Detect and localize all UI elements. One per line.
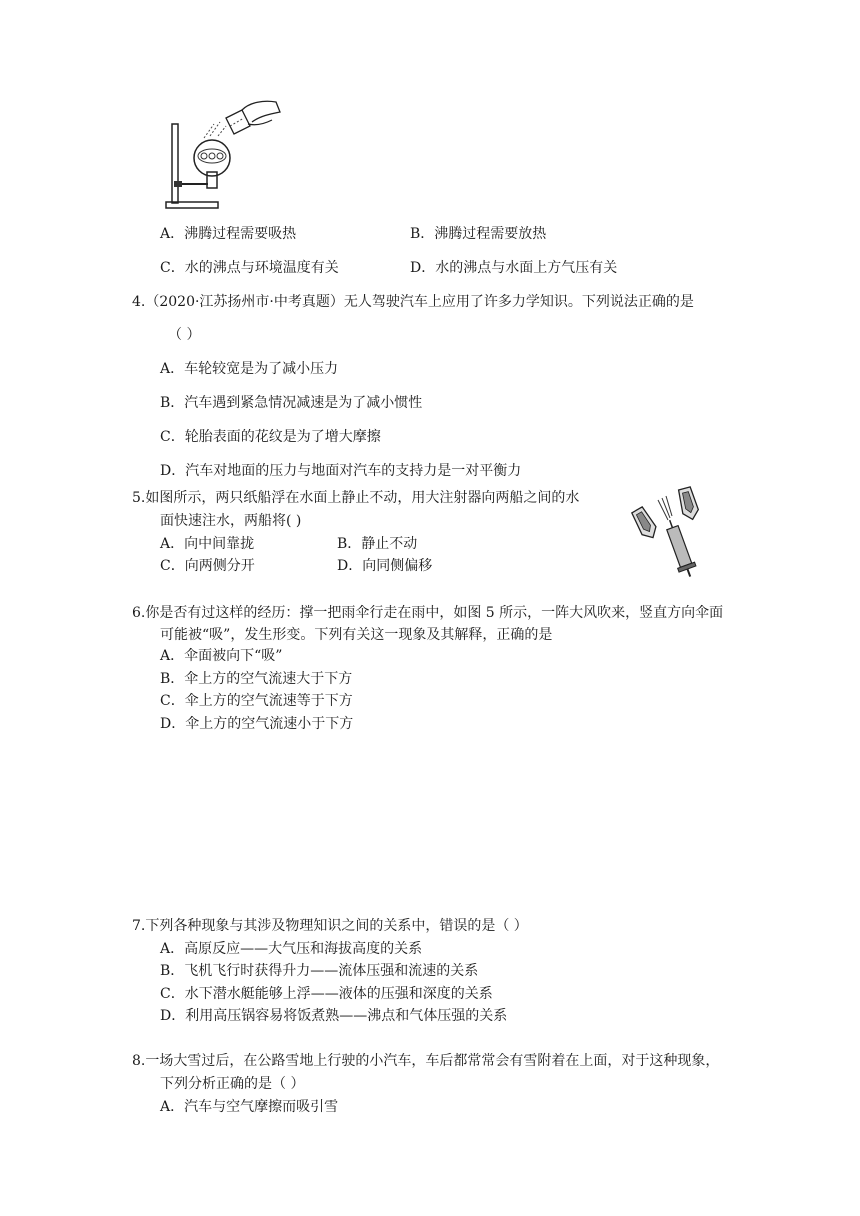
q5-option-b: B．静止不动 (337, 536, 418, 552)
q8-option-a: A．汽车与空气摩擦而吸引雪 (160, 1099, 339, 1115)
q6-option-a: A．伞面被向下“吸” (160, 648, 283, 664)
q4-option-a: A．车轮较宽是为了减小压力 (160, 361, 339, 377)
q7-option-b: B．飞机飞行时获得升力——流体压强和流速的关系 (160, 963, 479, 979)
q5-stem-line2: 面快速注水，两船将( ) (160, 513, 302, 529)
q5-stem-line1: 5.如图所示，两只纸船浮在水面上静止不动，用大注射器向两船之间的水 (132, 490, 580, 506)
q7-option-d: D．利用高压锅容易将饭煮熟——沸点和气体压强的关系 (160, 1008, 508, 1024)
q7-option-c: C．水下潜水艇能够上浮——液体的压强和深度的关系 (160, 986, 493, 1002)
q3-option-b: B．沸腾过程需要放热 (410, 226, 547, 242)
q4-stem: 4.（2020·江苏扬州市·中考真题）无人驾驶汽车上应用了许多力学知识。下列说法正确的是 (132, 294, 694, 310)
q5-option-d: D．向同侧偏移 (337, 558, 433, 574)
q6-option-c: C．伞上方的空气流速等于下方 (160, 693, 353, 709)
q3-option-d: D．水的沸点与水面上方气压有关 (410, 260, 618, 276)
q8-stem-line1: 8.一场大雪过后，在公路雪地上行驶的小汽车，车后都常常会有雪附着在上面，对于这种现象， (132, 1053, 720, 1069)
q3-option-a: A．沸腾过程需要吸热 (160, 226, 297, 242)
q6-stem-line2: 可能被“吸”，发生形变。下列有关这一现象及其解释，正确的是 (160, 627, 553, 643)
boiling-flask-figure (160, 96, 285, 214)
q7-stem: 7.下列各种现象与其涉及物理知识之间的关系中，错误的是（ ） (132, 918, 528, 934)
q5-option-a: A．向中间靠拢 (160, 536, 255, 552)
q6-stem-line1: 6.你是否有过这样的经历：撑一把雨伞行走在雨中，如图 5 所示，一阵大风吹来，竖直方向伞面 (132, 605, 724, 621)
q6-option-b: B．伞上方的空气流速大于下方 (160, 671, 353, 687)
q7-option-a: A．高原反应——大气压和海拔高度的关系 (160, 941, 423, 957)
q4-option-b: B．汽车遇到紧急情况减速是为了减小惯性 (160, 395, 423, 411)
q4-answer-paren: （ ） (168, 327, 201, 343)
q4-option-c: C．轮胎表面的花纹是为了增大摩擦 (160, 429, 381, 445)
q6-option-d: D．伞上方的空气流速小于下方 (160, 716, 354, 732)
q4-option-d: D．汽车对地面的压力与地面对汽车的支持力是一对平衡力 (160, 463, 522, 479)
q3-option-c: C．水的沸点与环境温度有关 (160, 260, 339, 276)
q8-stem-line2: 下列分析正确的是（ ） (160, 1076, 305, 1092)
q5-option-c: C．向两侧分开 (160, 558, 255, 574)
paper-boats-syringe-figure (622, 482, 714, 580)
